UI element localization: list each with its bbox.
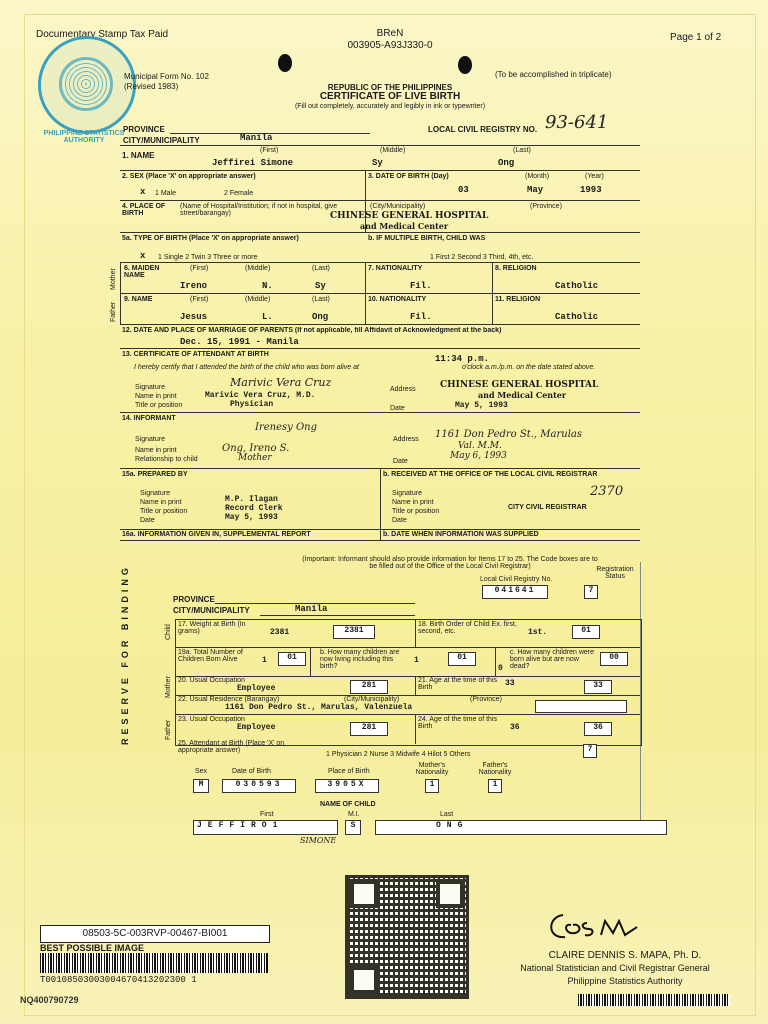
attendant-title: Physician — [230, 400, 274, 409]
fill-instructions: (Fill out completely, accurately and legibly in ink or typewriter) — [294, 103, 486, 110]
sex-label: 2. SEX (Place 'X' on appropriate answer) — [122, 173, 256, 180]
attendant-at-birth-label: 25. Attendant at Birth (Place 'X' on appropriate answer) — [178, 740, 285, 754]
child-middle-name: Sy — [372, 158, 383, 168]
reserve-city-value: Manila — [295, 604, 328, 614]
attendant-date: May 5, 1993 — [455, 401, 508, 410]
supplemental-date-label: b. DATE WHEN INFORMATION WAS SUPPLIED — [383, 531, 539, 538]
informant-date: May 6, 1993 — [450, 451, 507, 461]
mother-last-name: Sy — [315, 281, 326, 291]
prepared-title: Record Clerk — [225, 504, 283, 513]
prepared-date: May 5, 1993 — [225, 513, 278, 522]
father-occupation-code-box: 281 — [350, 722, 388, 736]
punch-hole-left — [278, 54, 292, 72]
informant-address-1: 1161 Don Pedro St., Marulas — [435, 429, 582, 440]
pob-city-label: (City/Municipality) — [370, 203, 426, 210]
sex-female-option: 2 Female — [224, 190, 254, 197]
lcr-code-box: 041641 — [482, 585, 548, 599]
weight-value: 2381 — [270, 628, 290, 637]
mother-religion-label: 8. RELIGION — [495, 265, 537, 272]
name-last-label: (Last) — [513, 147, 531, 154]
total-children-code-box: 01 — [278, 652, 306, 666]
name-middle-label: (Middle) — [380, 147, 406, 154]
code-first-label: First — [260, 811, 274, 818]
informant-name: Ong, Ireno S. — [222, 443, 290, 454]
qr-code — [345, 875, 469, 999]
father-religion-label: 11. RELIGION — [495, 296, 541, 303]
type-of-birth-options: 1 Single 2 Twin 3 Three or more — [158, 254, 258, 261]
code-mother-nationality-label: Mother's Nationality — [415, 762, 449, 776]
code-dob-box: 030593 — [222, 779, 296, 793]
dob-month-label: (Month) — [525, 173, 550, 180]
status-code-box: 7 — [584, 585, 598, 599]
dob-label: 3. DATE OF BIRTH (Day) — [368, 173, 449, 180]
triplicate-note: (To be accomplished in triplicate) — [495, 70, 612, 79]
page-info: Page 1 of 2 — [670, 32, 722, 43]
handwritten-simone: SIMONE — [300, 836, 337, 845]
informant-address-label: Address — [393, 436, 419, 443]
birth-time: 11:34 p.m. — [435, 354, 490, 364]
code-child-name-label: NAME OF CHILD — [320, 801, 376, 808]
agency-name: Philippine Statistics Authority — [567, 976, 683, 986]
father-last-name: Ong — [312, 312, 329, 322]
type-of-birth-label: 5a. TYPE OF BIRTH (Place 'X' on appropriate answer) — [122, 235, 299, 242]
lcr-label: LOCAL CIVIL REGISTRY NO. — [428, 125, 538, 134]
father-name-label: 9. NAME — [124, 296, 153, 303]
attendant-code-box: 7 — [583, 744, 597, 758]
province-label: PROVINCE — [123, 125, 165, 134]
code-father-nationality-box: 1 — [488, 779, 502, 793]
bren-number: 003905-A93J330-0 — [347, 40, 433, 51]
father-nationality-label: 10. NATIONALITY — [368, 296, 427, 303]
code-sex-label: Sex — [195, 768, 208, 775]
type-of-birth-mark: x — [140, 251, 146, 261]
lcr-no-label: Local Civil Registry No. — [480, 576, 553, 583]
attendant-name: Marivic Vera Cruz, M.D. — [205, 391, 316, 400]
residence-value: 1161 Don Pedro St., Marulas, Valenzuela — [225, 703, 413, 712]
weight-code-box: 2381 — [333, 625, 375, 639]
dob-year: 1993 — [580, 185, 602, 195]
dead-children-label: c. How many children were born alive but are now dead? — [510, 649, 595, 670]
seal-text: PHILIPPINE STATISTICS AUTHORITY — [43, 130, 125, 144]
code-pob-box: 3905X — [315, 779, 379, 793]
prepared-signature-label: Signature — [140, 490, 170, 497]
mother-middle-label: (Middle) — [245, 265, 271, 272]
father-age-code-box: 36 — [584, 722, 612, 736]
mother-first-name: Ireno — [180, 281, 208, 291]
mother-occupation-label: 20. Usual Occupation — [178, 677, 245, 684]
residence-city-label: (City/Municipality) — [344, 696, 400, 703]
mother-age-code-box: 33 — [584, 680, 612, 694]
living-children-code-box: 01 — [448, 652, 476, 666]
pob-value-2: and Medical Center — [360, 221, 449, 231]
document-code: 08503-5C-003RVP-00467-BI001 — [40, 925, 270, 943]
received-number: 2370 — [590, 484, 624, 499]
code-pob-label: Place of Birth — [328, 768, 370, 775]
birth-order-value: 1st. — [528, 628, 548, 637]
father-middle-label: (Middle) — [245, 296, 271, 303]
reserve-province-label: PROVINCE — [173, 595, 215, 604]
father-first-label: (First) — [190, 296, 209, 303]
birth-time-suffix: o'clock a.m./p.m. on the date stated above. — [462, 364, 596, 371]
received-name-label: Name in print — [392, 499, 434, 506]
multiple-birth-options: 1 First 2 Second 3 Third, 4th, etc. — [430, 254, 534, 261]
footer-barcode — [578, 994, 730, 1006]
dead-children-code-box: 00 — [600, 652, 628, 666]
prepared-title-label: Title or position — [140, 508, 188, 515]
attendant-address-2: and Medical Center — [478, 390, 567, 400]
code-first-name-box: JEFFIRO1 — [193, 820, 338, 835]
mother-nationality: Fil. — [410, 281, 432, 291]
father-occupation-label: 23. Usual Occupation — [178, 716, 245, 723]
weight-label: 17. Weight at Birth (In grams) — [178, 621, 246, 635]
certificate-title: CERTIFICATE OF LIVE BIRTH — [319, 91, 461, 102]
document-barcode — [40, 953, 268, 973]
mother-nationality-label: 7. NATIONALITY — [368, 265, 423, 272]
important-note: (Important: Informant should also provide information for Items 17 to 25. The Code boxes are to be filled out of the Office of the Local Civil Registrar) — [302, 556, 598, 570]
informant-address-2: Val. M.M. — [458, 441, 502, 451]
attendant-certify-text: I hereby certify that I attended the birth of the child who was born alive at — [134, 364, 359, 371]
father-side-code-label: Father — [165, 719, 172, 740]
father-middle-name: L. — [262, 312, 273, 322]
child-side-label: Child — [165, 624, 172, 640]
living-children-value: 1 — [414, 656, 419, 665]
received-signature-label: Signature — [392, 490, 422, 497]
mother-occupation-code-box: 281 — [350, 680, 388, 694]
registration-status-label: Registration Status — [596, 566, 634, 580]
punch-hole-right — [458, 56, 472, 74]
dob-month: May — [527, 185, 544, 195]
form-number: Municipal Form No. 102 — [124, 72, 209, 81]
dob-day: 03 — [458, 185, 469, 195]
informant-relationship: Mother — [238, 453, 272, 463]
informant-name-label: Name in print — [135, 447, 177, 454]
city-value: Manila — [240, 133, 273, 143]
form-revised: (Revised 1983) — [124, 82, 179, 91]
attendant-date-label: Date — [390, 405, 405, 412]
code-mi-label: M.I. — [348, 811, 360, 818]
attendant-at-birth-options: 1 Physician 2 Nurse 3 Midwife 4 Hilot 5 Others — [326, 751, 471, 758]
psa-seal-emblem — [59, 57, 113, 111]
residence-province-label: (Province) — [470, 696, 502, 703]
pob-label: 4. PLACE OF BIRTH — [122, 203, 166, 217]
marriage-label: 12. DATE AND PLACE OF MARRIAGE OF PARENTS (If not applicable, fill Affidavit of Acknowledgment at the back) — [122, 327, 502, 334]
best-possible-image: BEST POSSIBLE IMAGE — [40, 943, 145, 953]
code-dob-label: Date of Birth — [232, 768, 271, 775]
supplemental-label: 16a. INFORMATION GIVEN IN, SUPPLEMENTAL REPORT — [122, 531, 311, 538]
attendant-signature-label: Signature — [135, 384, 165, 391]
informant-signature-label: Signature — [135, 436, 165, 443]
birth-order-label: 18. Birth Order of Child Ex. first, second, etc. — [418, 621, 517, 635]
mother-side-code-label: Mother — [165, 676, 172, 698]
mother-religion: Catholic — [555, 281, 599, 291]
signatory-name: CLAIRE DENNIS S. MAPA, Ph. D. — [548, 950, 702, 961]
city-label: CITY/MUNICIPALITY — [123, 136, 200, 145]
prepared-by-label: 15a. PREPARED BY — [122, 471, 188, 478]
birth-order-code-box: 01 — [572, 625, 600, 639]
father-age-label: 24. Age of the time of this Birth — [418, 716, 497, 730]
pob-description: (Name of Hospital/Institution; if not in hospital, give street/barangay) — [180, 203, 338, 217]
code-last-label: Last — [440, 811, 454, 818]
informant-date-label: Date — [393, 458, 408, 465]
maiden-name-label: 6. MAIDEN NAME — [124, 265, 160, 279]
father-first-name: Jesus — [180, 312, 208, 322]
pob-province-label: (Province) — [530, 203, 562, 210]
attendant-certificate-label: 13. CERTIFICATE OF ATTENDANT AT BIRTH — [122, 351, 269, 358]
name-label: 1. NAME — [122, 151, 155, 160]
barcode-number: T00108503003004670413202300 1 — [40, 975, 197, 985]
father-last-label: (Last) — [312, 296, 330, 303]
mother-middle-name: N. — [262, 281, 273, 291]
informant-relationship-label: Relationship to child — [135, 456, 198, 463]
mother-side-label: Mother — [110, 268, 117, 290]
reserve-for-binding: RESERVE FOR BINDING — [120, 564, 130, 745]
sex-mark: x — [140, 187, 146, 197]
child-first-name: Jeffirei Simone — [212, 158, 294, 168]
received-title: CITY CIVIL REGISTRAR — [508, 504, 587, 511]
informant-signature: Irenesy Ong — [255, 422, 318, 433]
total-children-value: 1 — [262, 656, 267, 665]
lcr-value: 93-641 — [545, 112, 609, 133]
serial-number: NQ400790729 — [20, 995, 79, 1005]
signatory-signature — [545, 905, 655, 945]
informant-label: 14. INFORMANT — [122, 415, 176, 422]
stamp-tax-label: Documentary Stamp Tax Paid — [36, 29, 169, 40]
sex-male-option: 1 Male — [155, 190, 177, 197]
attendant-address-1: CHINESE GENERAL HOSPITAL — [440, 380, 599, 390]
attendant-signature: Marivic Vera Cruz — [230, 376, 332, 389]
document-border — [24, 14, 756, 1016]
received-title-label: Title or position — [392, 508, 440, 515]
code-last-name-box: ONG — [375, 820, 667, 835]
total-children-label: 19a. Total Number of Children Born Alive — [178, 649, 243, 663]
dead-children-value: 0 — [498, 664, 503, 673]
prepared-name-label: Name in print — [140, 499, 182, 506]
father-occupation: Employee — [237, 723, 276, 732]
reserve-city-label: CITY/MUNICIPALITY — [173, 606, 250, 615]
attendant-address-label: Address — [390, 386, 416, 393]
residence-code-box — [535, 700, 627, 713]
code-mi-box: S — [345, 820, 361, 835]
name-first-label: (First) — [260, 147, 279, 154]
residence-label: 22. Usual Residence (Barangay) — [178, 696, 280, 703]
mother-last-label: (Last) — [312, 265, 330, 272]
dob-year-label: (Year) — [585, 173, 604, 180]
child-last-name: Ong — [498, 158, 515, 168]
mother-first-label: (First) — [190, 265, 209, 272]
psa-seal — [38, 36, 136, 134]
mother-age: 33 — [505, 679, 515, 688]
attendant-title-label: Title or position — [135, 402, 183, 409]
republic-heading: REPUBLIC OF THE PHILIPPINES — [327, 83, 453, 92]
signatory-title: National Statistician and Civil Registrar General — [520, 963, 710, 973]
mother-age-label: 21. Age at the time of this Birth — [418, 677, 497, 691]
code-mother-nationality-box: 1 — [425, 779, 439, 793]
marriage-value: Dec. 15, 1991 - Manila — [180, 337, 299, 347]
multiple-birth-label: b. IF MULTIPLE BIRTH, CHILD WAS — [368, 235, 486, 242]
father-religion: Catholic — [555, 312, 599, 322]
code-sex-box: M — [193, 779, 209, 793]
code-father-nationality-label: Father's Nationality — [478, 762, 512, 776]
father-age: 36 — [510, 723, 520, 732]
father-nationality: Fil. — [410, 312, 432, 322]
father-side-label: Father — [110, 301, 117, 322]
pob-value-1: CHINESE GENERAL HOSPITAL — [330, 211, 489, 221]
received-label: b. RECEIVED AT THE OFFICE OF THE LOCAL CIVIL REGISTRAR — [383, 471, 598, 478]
prepared-name: M.P. Ilagan — [225, 495, 278, 504]
mother-occupation: Employee — [237, 684, 276, 693]
received-date-label: Date — [392, 517, 407, 524]
bren-label: BReN — [376, 28, 404, 39]
living-children-label: b. How many children are now living including this birth? — [320, 649, 400, 670]
attendant-name-label: Name in print — [135, 393, 177, 400]
prepared-date-label: Date — [140, 517, 155, 524]
